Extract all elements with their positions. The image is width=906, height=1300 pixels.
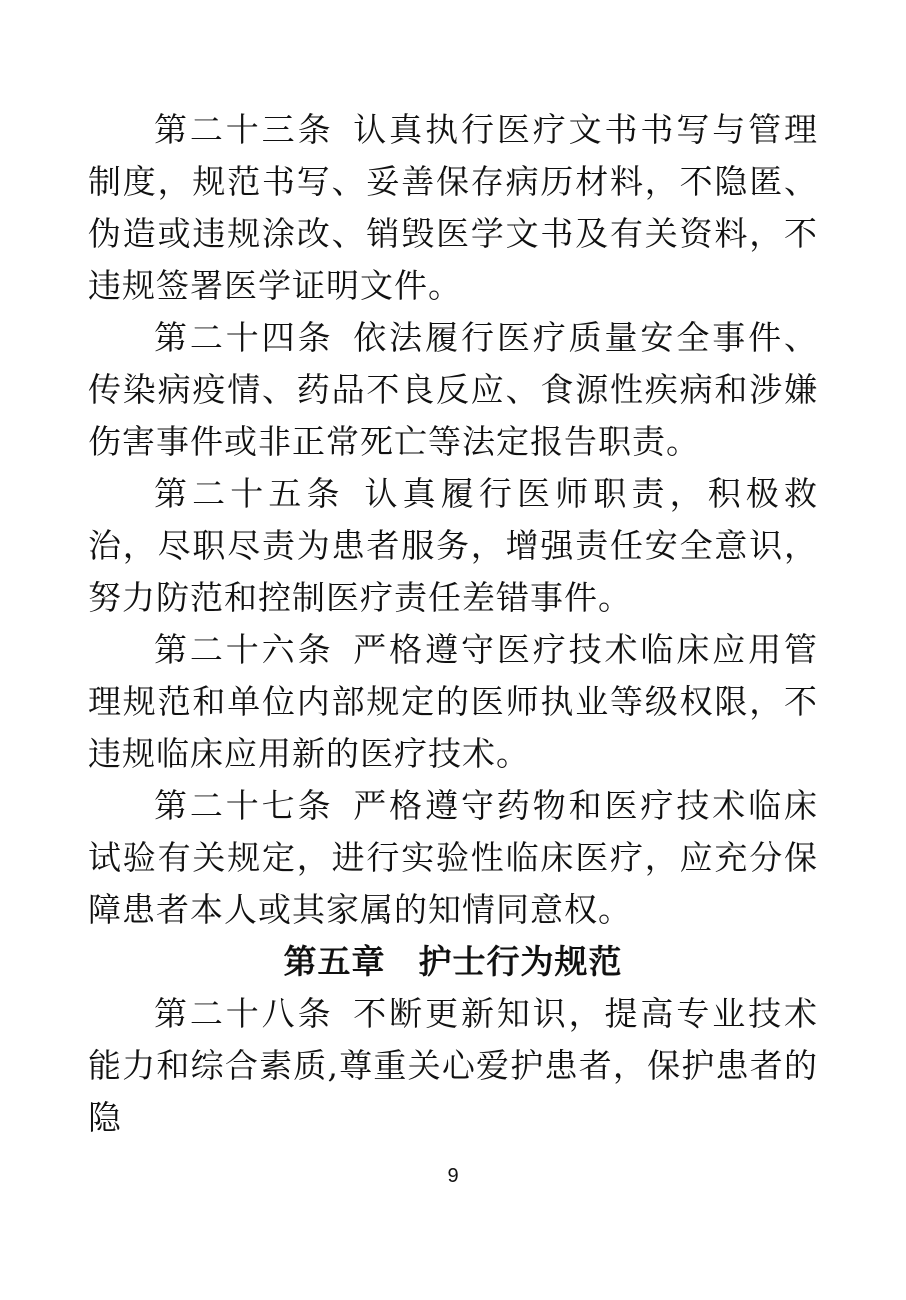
article-text: 认真履行医师职责，积极救治，尽职尽责为患者服务，增强责任安全意识，努力防范和控制医疗责任差错事件。 — [88, 474, 819, 617]
article-text: 严格遵守医疗技术临床应用管理规范和单位内部规定的医师执业等级权限，不违规临床应用新的医疗技术。 — [88, 630, 819, 773]
article-number: 第二十四条 — [154, 318, 334, 357]
article-24 — [88, 312, 818, 468]
article-text: 严格遵守药物和医疗技术临床试验有关规定，进行实验性临床医疗，应充分保障患者本人或其家属的知情同意权。 — [88, 786, 819, 929]
article-25 — [88, 468, 818, 624]
article-number: 第二十三条 — [154, 110, 334, 149]
article-27 — [88, 780, 818, 936]
article-number: 第二十六条 — [154, 630, 334, 669]
article-number: 第二十七条 — [154, 786, 334, 825]
article-number: 第二十五条 — [154, 474, 345, 513]
article-23 — [88, 104, 818, 312]
article-number: 第二十八条 — [154, 994, 334, 1033]
page-number: 9 — [447, 1165, 459, 1187]
article-26 — [88, 624, 818, 780]
chapter-heading — [88, 936, 818, 988]
article-text: 依法履行医疗质量安全事件、传染病疫情、药品不良反应、食源性疾病和涉嫌伤害事件或非正常死亡等法定报告职责。 — [88, 318, 819, 461]
chapter-number: 第五章 — [283, 942, 386, 981]
chapter-title: 护士行为规范 — [418, 942, 623, 981]
document-body — [88, 104, 818, 1144]
article-28 — [88, 988, 818, 1144]
article-text: 认真执行医疗文书书写与管理制度，规范书写、妥善保存病历材料，不隐匿、伪造或违规涂改、销毁医学文书及有关资料，不违规签署医学证明文件。 — [88, 110, 819, 305]
article-text: 不断更新知识，提高专业技术能力和综合素质,尊重关心爱护患者，保护患者的隐 — [88, 994, 819, 1137]
